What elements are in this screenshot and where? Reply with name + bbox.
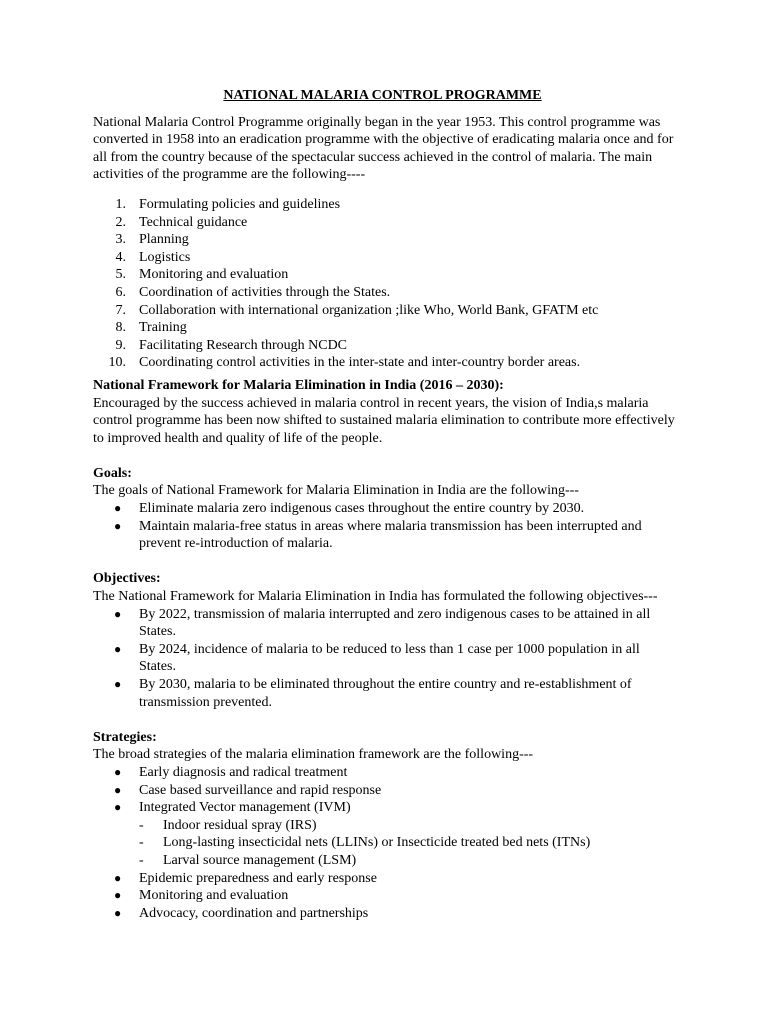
- document-title: NATIONAL MALARIA CONTROL PROGRAMME: [223, 88, 542, 103]
- list-item: 10. Coordinating control activities in the inter-state and inter-country border areas.: [108, 355, 581, 371]
- list-item: ● Eliminate malaria zero indigenous cases throughout the entire country by 2030.: [114, 501, 585, 517]
- list-item: 8. Training: [115, 320, 187, 336]
- objectives-intro: The National Framework for Malaria Elimination in India has formulated the following objectives---: [93, 589, 658, 605]
- framework-heading: National Framework for Malaria Elimination in India (2016 – 2030):: [93, 377, 504, 393]
- list-item: 4. Logistics: [115, 249, 191, 265]
- objectives-heading: Objectives:: [93, 571, 161, 587]
- list-item: ● By 2022, transmission of malaria interrupted and zero indigenous cases to be attained in all States.: [114, 606, 651, 640]
- list-item: ● Maintain malaria-free status in areas where malaria transmission has been interrupted and prevent re-introduction of malaria.: [114, 518, 642, 552]
- bullet-icon: ●: [114, 800, 122, 815]
- list-item: 7. Collaboration with international organization ;like Who, World Bank, GFATM etc: [115, 302, 599, 318]
- list-item: 6. Coordination of activities through the States.: [115, 284, 391, 300]
- strategies-list: [93, 764, 675, 817]
- bullet-icon: ●: [114, 870, 122, 885]
- list-item: 9. Facilitating Research through NCDC: [115, 337, 348, 353]
- list-item: ● Epidemic preparedness and early response: [114, 870, 377, 886]
- bullet-icon: ●: [114, 518, 122, 533]
- list-item: 1. Formulating policies and guidelines: [115, 196, 341, 212]
- strategies-list-continued: [93, 870, 675, 923]
- ivm-sublist: [93, 817, 675, 870]
- bullet-icon: ●: [114, 606, 122, 621]
- bullet-icon: ●: [114, 764, 122, 779]
- list-item: ● Case based surveillance and rapid response: [114, 782, 382, 798]
- dash-icon: -: [139, 835, 144, 851]
- bullet-icon: ●: [114, 677, 122, 691]
- bullet-icon: ●: [114, 641, 122, 656]
- intro-paragraph: National Malaria Control Programme originally began in the year 1953. This control programme was converted in 1958 into an eradication programme with the objective of eradicating malaria once and for all from the country because of the spectacular success achieved in the control of malaria. The main activities of the programme are the following----: [93, 114, 674, 183]
- goals-heading: Goals:: [93, 465, 132, 481]
- dash-icon: -: [139, 817, 144, 833]
- list-item: ● Advocacy, coordination and partnerships: [114, 905, 369, 921]
- list-item: ● Early diagnosis and radical treatment: [114, 764, 348, 780]
- list-item: ● By 2024, incidence of malaria to be reduced to less than 1 case per 1000 population in all States.: [114, 641, 640, 675]
- list-item: - Long-lasting insecticidal nets (LLINs) or Insecticide treated bed nets (ITNs): [139, 835, 591, 851]
- bullet-icon: ●: [114, 501, 122, 516]
- list-item: - Larval source management (LSM): [139, 852, 357, 868]
- bullet-icon: ●: [114, 905, 122, 920]
- goals-list: [93, 500, 675, 553]
- list-item: ● Monitoring and evaluation: [114, 888, 289, 904]
- activities-list: [93, 196, 675, 372]
- list-item: 2. Technical guidance: [115, 214, 248, 230]
- list-item: 5. Monitoring and evaluation: [115, 267, 289, 283]
- list-item: - Indoor residual spray (IRS): [139, 817, 317, 833]
- strategies-intro: The broad strategies of the malaria elimination framework are the following---: [93, 747, 534, 763]
- dash-icon: -: [139, 852, 144, 868]
- bullet-icon: ●: [114, 888, 122, 903]
- strategies-heading: Strategies:: [93, 729, 157, 745]
- bullet-icon: ●: [114, 782, 122, 797]
- list-item: ● By 2030, malaria to be eliminated throughout the entire country and re-establishment of transmission prevented.: [114, 677, 632, 710]
- framework-paragraph: Encouraged by the success achieved in malaria control in recent years, the vision of India,s malaria control programme has been now shifted to sustained malaria elimination to contribute more effectively to improved health and quality of life of the people.: [93, 395, 675, 446]
- goals-intro: The goals of National Framework for Malaria Elimination in India are the following---: [93, 483, 579, 499]
- list-item: ● Integrated Vector management (IVM): [114, 800, 351, 816]
- list-item: 3. Planning: [115, 232, 189, 248]
- objectives-list: [93, 606, 675, 712]
